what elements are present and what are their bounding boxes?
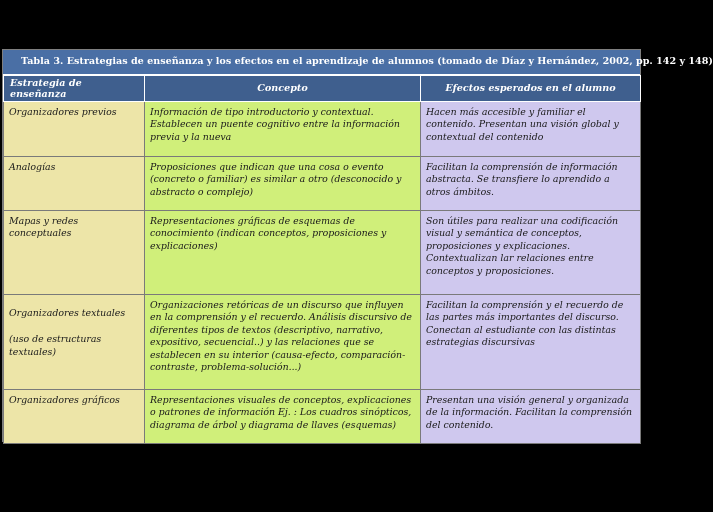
cell-estrategia [4,211,145,295]
header-estrategia: Estrategia de enseñanza [4,76,145,102]
strategies-table [3,75,641,444]
estrategia-text: Mapas y redes conceptuales [9,216,79,240]
header-concepto: Concepto [145,76,421,102]
estrategia-text: Analogías [9,162,56,173]
estrategia-subtext: (uso de estructuras textuales) [9,334,102,358]
cell-estrategia [4,157,145,211]
header-row [4,76,641,102]
estrategia-text: Organizadores previos [9,107,117,118]
table-row [4,157,641,211]
table-row [4,295,641,390]
cell-efectos: Hacen más accesible y familiar el contenido. Presentan una visión global y contextual del contenido [421,102,641,157]
table-row [4,390,641,444]
cell-estrategia [4,102,145,157]
strategies-table-container [2,49,713,442]
cell-efectos: Presentan una visión general y organizada de la información. Facilitan la comprensión del contenido. [421,390,641,444]
table-caption: Tabla 3. Estrategias de enseñanza y los efectos en el aprendizaje de alumnos (tomado de Díaz y Hernández, 2002, pp. 142 y 148) [3,50,640,75]
table-row [4,211,641,295]
cell-concepto: Proposiciones que indican que una cosa o evento (concreto o familiar) es similar a otro (desconocido y abstracto o complejo) [145,157,421,211]
estrategia-text: Organizadores gráficos [9,395,120,406]
cell-concepto: Representaciones gráficas de esquemas de conocimiento (indican conceptos, proposiciones y explicaciones) [145,211,421,295]
estrategia-text: Organizadores textuales [9,308,126,319]
cell-concepto: Información de tipo introductorio y contextual. Establecen un puente cognitivo entre la información previa y la nueva [145,102,421,157]
table-row [4,102,641,157]
header-efectos: Efectos esperados en el alumno [421,76,641,102]
cell-efectos: Facilitan la comprensión de información abstracta. Se transfiere lo aprendido a otros ámbitos. [421,157,641,211]
cell-estrategia [4,295,145,390]
cell-efectos: Son útiles para realizar una codificación visual y semántica de conceptos, proposiciones y explicaciones. Contextualizan lar relaciones entre conceptos y proposiciones. [421,211,641,295]
cell-efectos: Facilitan la comprensión y el recuerdo de las partes más importantes del discurso. Conectan al estudiante con las distintas estrategias discursivas [421,295,641,390]
cell-concepto: Organizaciones retóricas de un discurso que influyen en la comprensión y el recuerdo. Análisis discursivo de diferentes tipos de textos (descriptivo, narrativo, expositivo, secuencial..) y las relaciones que se establecen en su interior (causa-efecto, comparación-contraste, problema-solución...) [145,295,421,390]
cell-estrategia [4,390,145,444]
cell-concepto: Representaciones visuales de conceptos, explicaciones o patrones de información Ej. : Los cuadros sinópticos, diagrama de árbol y diagrama de llaves (esquemas) [145,390,421,444]
